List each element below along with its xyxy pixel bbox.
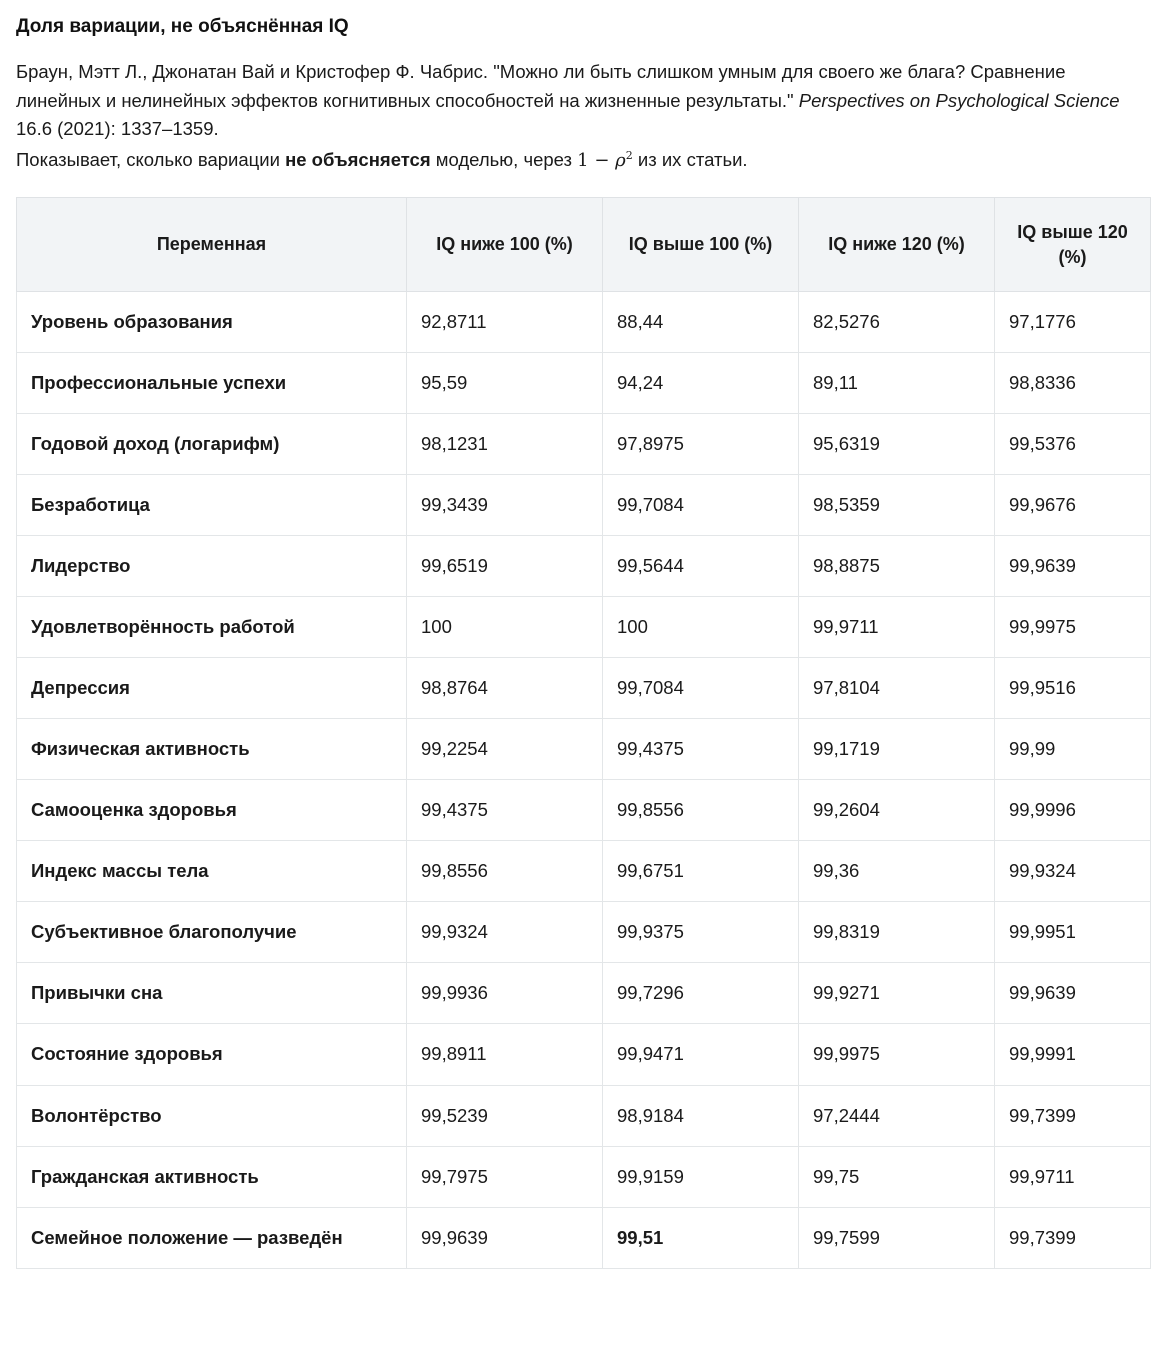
citation-suffix: 16.6 (2021): 1337–1359. bbox=[16, 118, 219, 140]
row-value-cell: 99,9639 bbox=[995, 536, 1151, 597]
row-value-cell: 100 bbox=[407, 597, 603, 658]
row-value-cell: 99,2604 bbox=[799, 780, 995, 841]
row-value-cell: 97,2444 bbox=[799, 1085, 995, 1146]
row-value-cell: 98,8875 bbox=[799, 536, 995, 597]
row-value-cell: 99,6751 bbox=[603, 841, 799, 902]
row-value-cell: 99,9711 bbox=[995, 1146, 1151, 1207]
row-variable-label: Гражданская активность bbox=[17, 1146, 407, 1207]
row-value-cell: 99,8319 bbox=[799, 902, 995, 963]
row-value-cell: 89,11 bbox=[799, 352, 995, 413]
row-variable-label: Состояние здоровья bbox=[17, 1024, 407, 1085]
row-value-cell: 99,7399 bbox=[995, 1207, 1151, 1268]
table-row bbox=[17, 352, 1151, 413]
note-suffix: из их статьи. bbox=[632, 149, 748, 171]
row-value-cell: 98,9184 bbox=[603, 1085, 799, 1146]
row-variable-label: Семейное положение — разведён bbox=[17, 1207, 407, 1268]
row-value-cell: 99,9996 bbox=[995, 780, 1151, 841]
row-value-cell: 99,5239 bbox=[407, 1085, 603, 1146]
table-row bbox=[17, 1024, 1151, 1085]
table-row bbox=[17, 719, 1151, 780]
row-value-cell: 95,6319 bbox=[799, 413, 995, 474]
row-variable-label: Безработица bbox=[17, 475, 407, 536]
row-value-cell: 97,1776 bbox=[995, 291, 1151, 352]
table-row bbox=[17, 597, 1151, 658]
row-value-cell: 99,9711 bbox=[799, 597, 995, 658]
table-body bbox=[17, 291, 1151, 1268]
row-value-cell: 99,7399 bbox=[995, 1085, 1151, 1146]
note-prefix: Показывает, сколько вариации bbox=[16, 149, 286, 171]
row-value-cell: 99,6519 bbox=[407, 536, 603, 597]
table-row bbox=[17, 475, 1151, 536]
row-variable-label: Депрессия bbox=[17, 658, 407, 719]
row-value-cell: 94,24 bbox=[603, 352, 799, 413]
row-value-cell: 99,8556 bbox=[407, 841, 603, 902]
row-value-cell: 97,8975 bbox=[603, 413, 799, 474]
row-value-cell: 99,8556 bbox=[603, 780, 799, 841]
row-value-cell: 99,9936 bbox=[407, 963, 603, 1024]
row-value-cell: 98,5359 bbox=[799, 475, 995, 536]
row-variable-label: Самооценка здоровья bbox=[17, 780, 407, 841]
table-row bbox=[17, 658, 1151, 719]
table-row bbox=[17, 1207, 1151, 1268]
row-value-cell: 99,9324 bbox=[407, 902, 603, 963]
row-variable-label: Индекс массы тела bbox=[17, 841, 407, 902]
row-value-cell: 99,2254 bbox=[407, 719, 603, 780]
row-value-cell: 99,5376 bbox=[995, 413, 1151, 474]
row-value-cell: 99,9975 bbox=[995, 597, 1151, 658]
row-value-cell: 99,7296 bbox=[603, 963, 799, 1024]
row-value-cell: 99,9991 bbox=[995, 1024, 1151, 1085]
row-value-cell: 99,5644 bbox=[603, 536, 799, 597]
row-value-cell: 99,9271 bbox=[799, 963, 995, 1024]
table-row bbox=[17, 780, 1151, 841]
row-value-cell: 99,9324 bbox=[995, 841, 1151, 902]
column-header-iq-below-100: IQ ниже 100 (%) bbox=[407, 198, 603, 292]
row-value-cell: 98,1231 bbox=[407, 413, 603, 474]
row-value-cell: 99,51 bbox=[603, 1207, 799, 1268]
row-value-cell: 99,7084 bbox=[603, 475, 799, 536]
table-row bbox=[17, 291, 1151, 352]
table-row bbox=[17, 902, 1151, 963]
row-variable-label: Профессиональные успехи bbox=[17, 352, 407, 413]
row-value-cell: 99,7599 bbox=[799, 1207, 995, 1268]
row-value-cell: 92,8711 bbox=[407, 291, 603, 352]
table-row bbox=[17, 841, 1151, 902]
row-value-cell: 82,5276 bbox=[799, 291, 995, 352]
table-row bbox=[17, 413, 1151, 474]
note-middle: моделью, через bbox=[430, 149, 578, 171]
row-value-cell: 99,3439 bbox=[407, 475, 603, 536]
row-value-cell: 99,9676 bbox=[995, 475, 1151, 536]
citation-prefix: Браун, Мэтт Л., Джонатан Вай и Кристофер Ф. Чабрис. "Можно ли быть слишком умным для своего же блага? Сравнение линейных и нелинейных эффектов когнитивных способностей на жизненные результаты." bbox=[16, 60, 1066, 111]
formula-one-minus-rho-squared: $1 - \rho^2$ bbox=[577, 149, 633, 172]
row-variable-label: Лидерство bbox=[17, 536, 407, 597]
row-value-cell: 98,8336 bbox=[995, 352, 1151, 413]
row-value-cell: 99,9975 bbox=[799, 1024, 995, 1085]
column-header-iq-above-120: IQ выше 120 (%) bbox=[995, 198, 1151, 292]
page-title: Доля вариации, не объяснённая IQ bbox=[16, 16, 349, 37]
table-row bbox=[17, 1085, 1151, 1146]
row-value-cell: 95,59 bbox=[407, 352, 603, 413]
row-value-cell: 98,8764 bbox=[407, 658, 603, 719]
table-row bbox=[17, 963, 1151, 1024]
row-variable-label: Уровень образования bbox=[17, 291, 407, 352]
row-value-cell: 99,8911 bbox=[407, 1024, 603, 1085]
citation-paragraph bbox=[16, 58, 1146, 145]
row-variable-label: Годовой доход (логарифм) bbox=[17, 413, 407, 474]
row-value-cell: 99,75 bbox=[799, 1146, 995, 1207]
row-value-cell: 99,9951 bbox=[995, 902, 1151, 963]
row-value-cell: 99,4375 bbox=[407, 780, 603, 841]
note-emphasis: не объясняется bbox=[285, 149, 431, 171]
row-variable-label: Привычки сна bbox=[17, 963, 407, 1024]
row-value-cell: 99,1719 bbox=[799, 719, 995, 780]
row-value-cell: 99,9471 bbox=[603, 1024, 799, 1085]
row-value-cell: 99,7975 bbox=[407, 1146, 603, 1207]
row-value-cell: 99,9375 bbox=[603, 902, 799, 963]
row-value-cell: 99,9159 bbox=[603, 1146, 799, 1207]
row-value-cell: 88,44 bbox=[603, 291, 799, 352]
row-variable-label: Физическая активность bbox=[17, 719, 407, 780]
row-value-cell: 99,9639 bbox=[995, 963, 1151, 1024]
row-variable-label: Удовлетворённость работой bbox=[17, 597, 407, 658]
variance-table bbox=[16, 197, 1151, 1268]
row-variable-label: Субъективное благополучие bbox=[17, 902, 407, 963]
column-header-iq-above-100: IQ выше 100 (%) bbox=[603, 198, 799, 292]
row-value-cell: 100 bbox=[603, 597, 799, 658]
column-header-variable: Переменная bbox=[17, 198, 407, 292]
table-header-row bbox=[17, 198, 1151, 292]
row-variable-label: Волонтёрство bbox=[17, 1085, 407, 1146]
column-header-iq-below-120: IQ ниже 120 (%) bbox=[799, 198, 995, 292]
row-value-cell: 99,4375 bbox=[603, 719, 799, 780]
row-value-cell: 97,8104 bbox=[799, 658, 995, 719]
row-value-cell: 99,99 bbox=[995, 719, 1151, 780]
table-row bbox=[17, 1146, 1151, 1207]
row-value-cell: 99,36 bbox=[799, 841, 995, 902]
table-head bbox=[17, 198, 1151, 292]
row-value-cell: 99,9516 bbox=[995, 658, 1151, 719]
explanatory-note bbox=[16, 146, 1150, 175]
row-value-cell: 99,7084 bbox=[603, 658, 799, 719]
table-row bbox=[17, 536, 1151, 597]
citation-journal: Perspectives on Psychological Science bbox=[798, 89, 1120, 111]
row-value-cell: 99,9639 bbox=[407, 1207, 603, 1268]
